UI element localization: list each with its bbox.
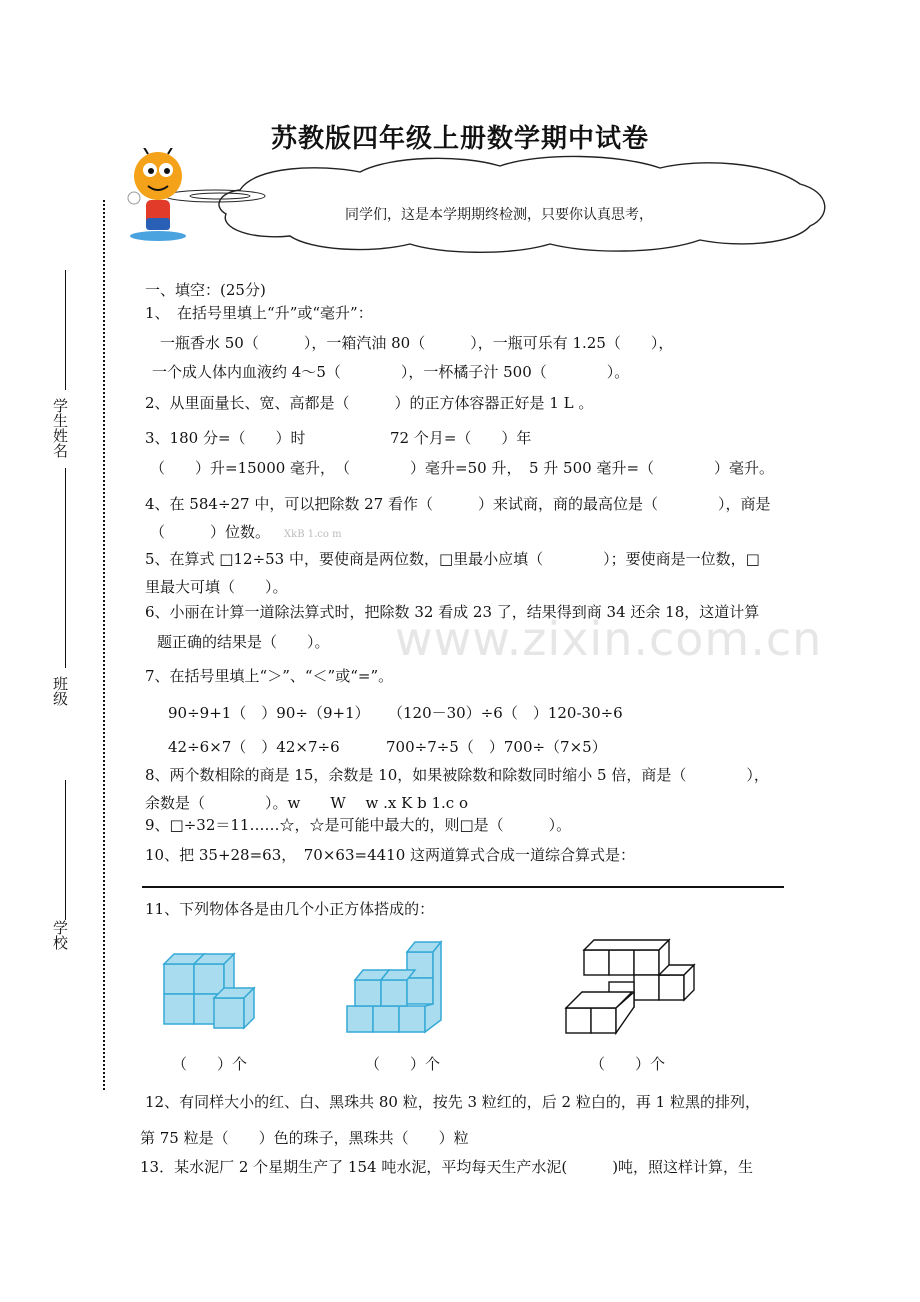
q1-line1: 一瓶香水 50（ ），一箱汽油 80（ ），一瓶可乐有 1.25（ ）， (160, 334, 674, 352)
greeting-text: 同学们，这是本学期期终检测，只要你认真思考， (345, 207, 653, 223)
q5-line2: 里最大可填（ ）。 (145, 578, 288, 596)
school-blank (65, 780, 66, 920)
q13: 13．某水泥厂 2 个星期生产了 154 吨水泥，平均每天生产水泥( )吨，照这样计算，生 (140, 1158, 754, 1176)
q4-line2: （ ）位数。 XkB 1.co m (150, 523, 342, 541)
school-label: 学校 (51, 920, 69, 950)
q12-line2: 第 75 粒是（ ）色的珠子，黑珠共（ ）粒 (140, 1129, 469, 1147)
section-divider (142, 886, 784, 888)
q2: 2、从里面量长、宽、高都是（ ）的正方体容器正好是 1 L 。 (145, 394, 594, 412)
class-blank (65, 468, 66, 668)
q3-line2: （ ）升=15000 毫升， （ ）毫升=50 升， 5 升 500 毫升=（ ）毫升。 (150, 459, 775, 477)
q1-line2: 一个成人体内血液约 4～5（ ），一杯橘子汁 500（ ）。 (152, 363, 630, 381)
class-label: 班级 (51, 676, 69, 706)
watermark: www.zixin.com.cn (395, 612, 823, 666)
mascot-icon (128, 148, 186, 241)
q8-line2: 余数是（ ）。w W w .x K b 1.c o (145, 794, 468, 812)
q3-line1b: 72 个月=（ ）年 (390, 429, 532, 447)
q8-line1: 8、两个数相除的商是 15，余数是 10，如果被除数和除数同时缩小 5 倍，商是（ ）， (145, 766, 769, 784)
q11-answer-1: （ ）个 (172, 1055, 248, 1073)
cube-figure-2 (343, 936, 448, 1036)
name-blank (65, 270, 66, 390)
q7-stem: 7、在括号里填上“＞”、“＜”或“=”。 (145, 667, 394, 685)
q11-answer-2: （ ）个 (365, 1055, 441, 1073)
q9: 9、□÷32＝11……☆，☆是可能中最大的，则□是（ ）。 (145, 816, 572, 834)
q7-item4: 700÷7÷5（ ）700÷（7×5） (386, 738, 607, 756)
cube-figure-3 (562, 938, 702, 1038)
q3-line1a: 3、180 分=（ ）时 (145, 429, 306, 447)
q10: 10、把 35+28=63， 70×63=4410 这两道算式合成一道综合算式是： (145, 846, 636, 864)
q4-line1: 4、在 584÷27 中，可以把除数 27 看作（ ）来试商，商的最高位是（ ），商是 (145, 495, 771, 513)
q12-line1: 12、有同样大小的红、白、黑珠共 80 粒，按先 3 粒红的，后 2 粒白的，再 1 粒黑的排列， (145, 1093, 760, 1111)
binding-dotted-line (103, 200, 105, 1090)
q7-item3: 42÷6×7（ ）42×7÷6 (168, 738, 340, 756)
q6-line2: 题正确的结果是（ ）。 (157, 633, 330, 651)
q11-answer-3: （ ）个 (590, 1055, 666, 1073)
q11-stem: 11、下列物体各是由几个小正方体搭成的： (145, 900, 435, 918)
q1-stem: 1、 在括号里填上“升”或“毫升”： (145, 304, 373, 322)
q6-line1: 6、小丽在计算一道除法算式时，把除数 32 看成 23 了，结果得到商 34 还余 18，这道计算 (145, 603, 760, 621)
q7-item2: （120－30）÷6（ ）120-30÷6 (388, 704, 623, 722)
q5-line1: 5、在算式 □12÷53 中，要使商是两位数，□里最小应填（ ）；要使商是一位数，□ (145, 550, 760, 568)
section-heading: 一、填空：(25分) (145, 281, 266, 299)
page-title: 苏教版四年级上册数学期中试卷 (270, 124, 649, 154)
header-illustration (120, 148, 840, 258)
q7-item1: 90÷9+1（ ）90÷（9+1） (168, 704, 370, 722)
cube-figure-1 (158, 940, 268, 1035)
student-name-label: 学生姓名 (51, 398, 69, 458)
